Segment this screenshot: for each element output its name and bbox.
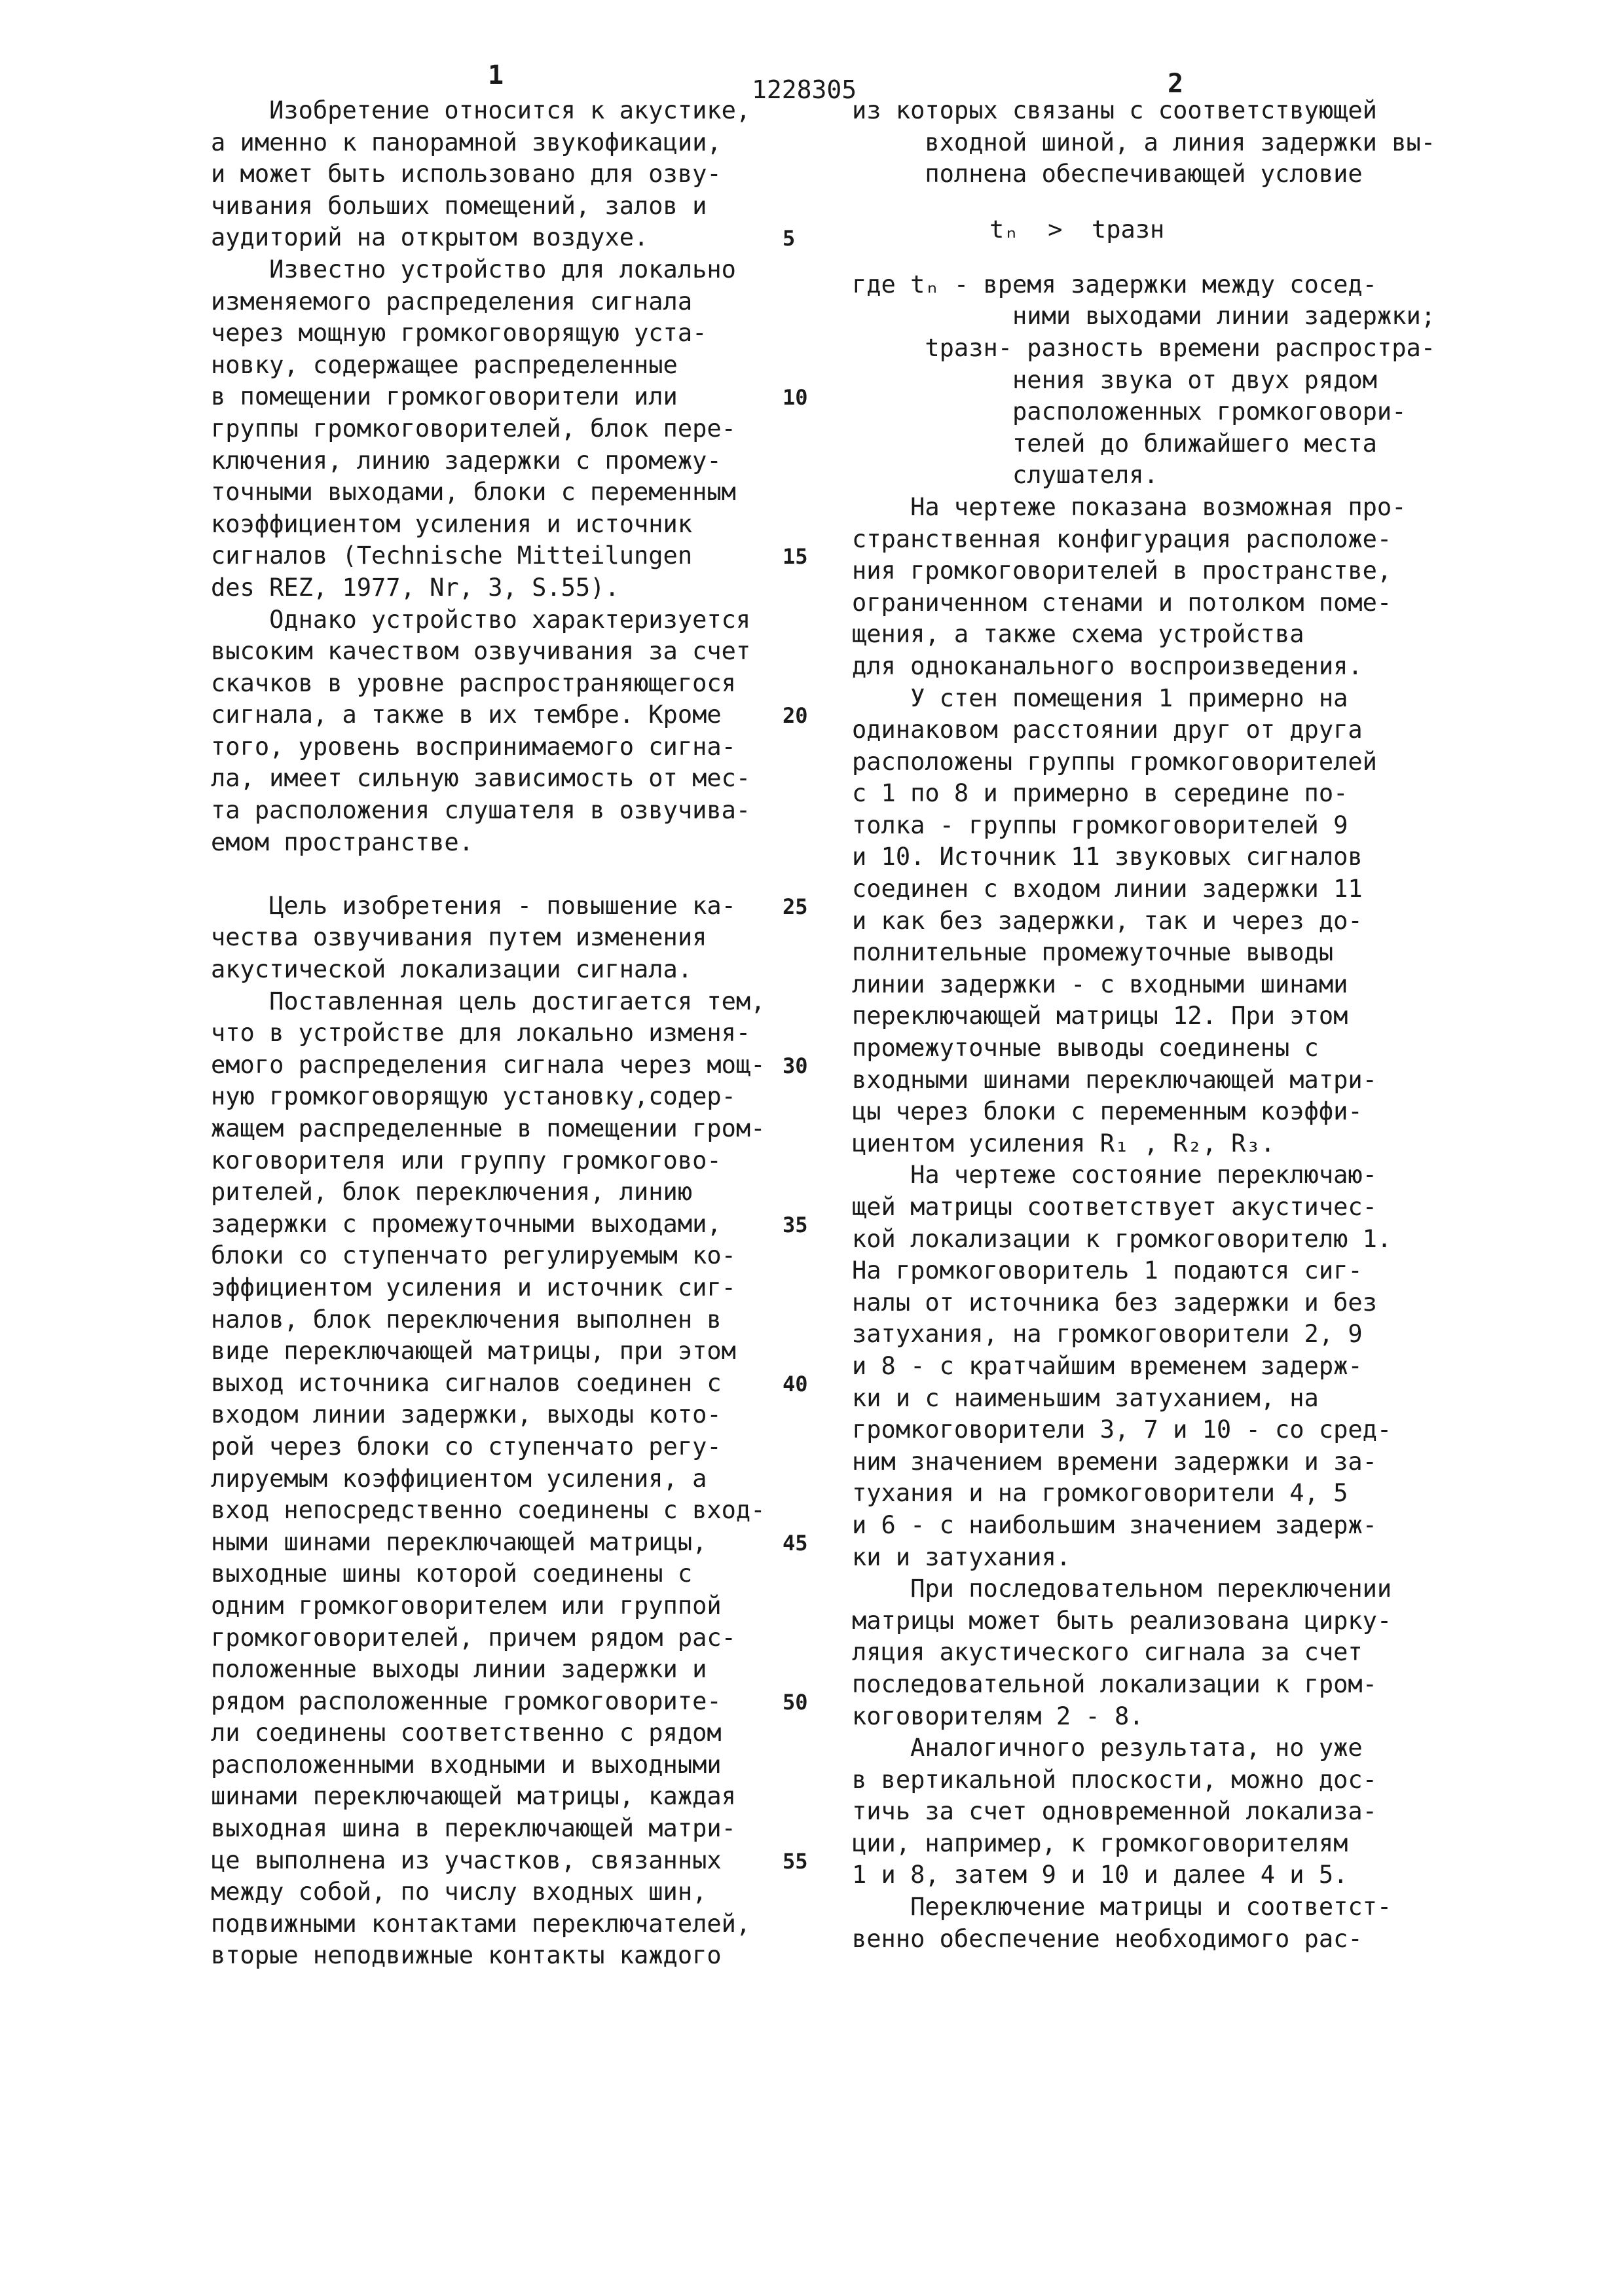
text-line: расположены группы громкоговорителей xyxy=(852,747,1377,776)
text-line: входом линии задержки, выходы кото- xyxy=(211,1400,722,1429)
text-line: входными шинами переключающей матри- xyxy=(852,1065,1377,1094)
line-number: 55 xyxy=(783,1849,808,1874)
text-line: последовательной локализации к гром- xyxy=(852,1669,1377,1698)
text-line: выходные шины которой соединены с xyxy=(211,1559,693,1588)
text-line: в вертикальной плоскости, можно дос- xyxy=(852,1765,1377,1794)
text-line: линии задержки - с входными шинами xyxy=(852,970,1348,998)
text-line: и как без задержки, так и через до- xyxy=(852,906,1363,935)
text-line: рой через блоки со ступенчато регу- xyxy=(211,1432,722,1461)
text-line: подвижными контактами переключателей, xyxy=(211,1909,751,1938)
text-line: высоким качеством озвучивания за счет xyxy=(211,637,751,666)
text-line: ограниченном стенами и потолком поме- xyxy=(852,588,1392,617)
text-line: вторые неподвижные контакты каждого xyxy=(211,1941,722,1970)
text-line: что в устройстве для локально изменя- xyxy=(211,1019,751,1048)
text-line: 1 и 8, затем 9 и 10 и далее 4 и 5. xyxy=(852,1861,1348,1889)
text-line: рителей, блок переключения, линию xyxy=(211,1178,693,1207)
text-line: промежуточные выводы соединены с xyxy=(852,1034,1319,1063)
line-number: 45 xyxy=(783,1531,808,1556)
text-line: це выполнена из участков, связанных xyxy=(211,1846,722,1874)
text-line: Переключение матрицы и соответст- xyxy=(852,1893,1392,1922)
text-line: рядом расположенные громкоговорите- xyxy=(211,1686,722,1715)
text-line: виде переключающей матрицы, при этом xyxy=(211,1337,736,1366)
text-line: Цель изобретения - повышение ка- xyxy=(211,891,736,920)
text-line: ния громкоговорителей в пространстве, xyxy=(852,556,1392,585)
line-number: 5 xyxy=(783,226,796,251)
text-line: с 1 по 8 и примерно в середине по- xyxy=(852,779,1348,808)
text-line: чества озвучивания путем изменения xyxy=(211,923,707,952)
line-number: 35 xyxy=(783,1212,808,1237)
right-column xyxy=(852,95,1441,1955)
text-line: полнительные промежуточные выводы xyxy=(852,938,1334,967)
text-line: ла, имеет сильную зависимость от мес- xyxy=(211,764,751,793)
text-line: ции, например, к громкоговорителям xyxy=(852,1829,1348,1857)
line-number: 50 xyxy=(783,1690,808,1715)
text-line: На громкоговоритель 1 подаются сиг- xyxy=(852,1256,1363,1285)
page-number-right: 2 xyxy=(1168,69,1184,99)
text-line: и 10. Источник 11 звуковых сигналов xyxy=(852,843,1363,871)
text-line: акустической локализации сигнала. xyxy=(211,955,693,984)
text-line: Изобретение относится к акустике, xyxy=(211,96,751,124)
text-line: одинаковом расстоянии друг от друга xyxy=(852,716,1363,744)
text-line: громкоговорителей, причем рядом рас- xyxy=(211,1623,736,1652)
text-line: где tₙ - время задержки между сосед- xyxy=(852,270,1377,299)
text-line: На чертеже состояние переключаю- xyxy=(852,1161,1377,1190)
text-line: щей матрицы соответствует акустичес- xyxy=(852,1193,1377,1221)
text-line: коговорителя или группу громкогово- xyxy=(211,1146,722,1175)
text-line: громкоговорители 3, 7 и 10 - со сред- xyxy=(852,1415,1392,1444)
text-line: коговорителям 2 - 8. xyxy=(852,1702,1144,1730)
text-line: скачков в уровне распространяющегося xyxy=(211,668,736,697)
text-line: жащем распределенные в помещении гром- xyxy=(211,1114,766,1142)
text-line: полнена обеспечивающей условие xyxy=(852,160,1363,189)
text-line: При последовательном переключении xyxy=(852,1575,1392,1603)
text-line: налы от источника без задержки и без xyxy=(852,1288,1377,1317)
text-line: вход непосредственно соединены с вход- xyxy=(211,1496,766,1525)
text-line: ными шинами переключающей матрицы, xyxy=(211,1527,707,1556)
text-line: в помещении громкоговорители или xyxy=(211,382,678,411)
text-line: одним громкоговорителем или группой xyxy=(211,1591,722,1620)
text-line: На чертеже показана возможная про- xyxy=(852,492,1407,521)
text-line: соединен с входом линии задержки 11 xyxy=(852,875,1363,903)
left-column xyxy=(211,95,800,1972)
patent-number: 1228305 xyxy=(752,75,857,104)
text-line: цы через блоки с переменным коэффи- xyxy=(852,1097,1363,1126)
text-line: тичь за счет одновременной локализа- xyxy=(852,1797,1377,1826)
text-line: и 6 - с наибольшим значением задерж- xyxy=(852,1510,1377,1539)
text-line: затухания, на громкоговорители 2, 9 xyxy=(852,1320,1363,1349)
text-line: циентом усиления R₁ , R₂, R₃. xyxy=(852,1129,1276,1157)
formula: tₙ > tразн xyxy=(989,215,1165,244)
text-line: между собой, по числу входных шин, xyxy=(211,1878,707,1906)
page-number-left: 1 xyxy=(488,60,504,90)
text-line: через мощную громкоговорящую уста- xyxy=(211,319,707,348)
line-number: 40 xyxy=(783,1372,808,1396)
text-line: des REZ, 1977, Nr, 3, S.55). xyxy=(211,573,619,602)
text-line: Однако устройство характеризуется xyxy=(211,605,751,634)
text-line: ними выходами линии задержки; xyxy=(852,302,1436,331)
text-line: шинами переключающей матрицы, каждая xyxy=(211,1782,736,1811)
text-line: tразн- разность времени распростра- xyxy=(852,333,1436,362)
text-line: телей до ближайшего места xyxy=(852,429,1377,458)
text-line: изменяемого распределения сигнала xyxy=(211,287,693,316)
line-number: 25 xyxy=(783,894,808,919)
text-line: ключения, линию задержки с промежу- xyxy=(211,446,722,475)
text-line: ли соединены соответственно с рядом xyxy=(211,1719,722,1747)
text-line: расположенных громкоговори- xyxy=(852,397,1407,426)
text-line: емом пространстве. xyxy=(211,828,473,856)
line-number: 20 xyxy=(783,703,808,729)
text-line: сигнала, а также в их тембре. Кроме xyxy=(211,701,722,729)
text-line: ки и с наименьшим затуханием, на xyxy=(852,1383,1319,1412)
text-line: та расположения слушателя в озвучива- xyxy=(211,796,751,825)
text-line: блоки со ступенчато регулируемым ко- xyxy=(211,1241,736,1270)
text-line: емого распределения сигнала через мощ- xyxy=(211,1050,766,1079)
text-line: выход источника сигналов соединен с xyxy=(211,1368,722,1397)
text-line: точными выходами, блоки с переменным xyxy=(211,478,736,507)
text-line xyxy=(211,858,800,890)
text-line: для одноканального воспроизведения. xyxy=(852,651,1363,680)
text-line: щения, а также схема устройства xyxy=(852,620,1304,649)
text-line: новку, содержащее распределенные xyxy=(211,350,678,379)
text-line: тухания и на громкоговорители 4, 5 xyxy=(852,1479,1348,1508)
text-line: ки и затухания. xyxy=(852,1542,1071,1571)
text-line: из которых связаны с соответствующей xyxy=(852,96,1377,124)
text-line: входной шиной, а линия задержки вы- xyxy=(852,128,1436,156)
text-line: переключающей матрицы 12. При этом xyxy=(852,1002,1348,1030)
text-line: коэффициентом усиления и источник xyxy=(211,509,693,538)
text-line: ную громкоговорящую установку,содер- xyxy=(211,1082,736,1111)
text-line: Известно устройство для локально xyxy=(211,255,736,283)
text-line: лируемым коэффициентом усиления, а xyxy=(211,1464,707,1493)
text-line: Аналогичного результата, но уже xyxy=(852,1734,1363,1762)
text-line: налов, блок переключения выполнен в xyxy=(211,1305,722,1334)
line-number: 30 xyxy=(783,1053,808,1078)
line-number: 15 xyxy=(783,544,808,570)
text-line: а именно к панорамной звукофикации, xyxy=(211,128,722,156)
text-line: матрицы может быть реализована цирку- xyxy=(852,1606,1392,1635)
text-line: расположенными входными и выходными xyxy=(211,1750,722,1779)
text-line: эффициентом усиления и источник сиг- xyxy=(211,1273,736,1302)
text-line: венно обеспечение необходимого рас- xyxy=(852,1924,1363,1953)
text-line: аудиторий на открытом воздухе. xyxy=(211,223,649,252)
text-line: Поставленная цель достигается тем, xyxy=(211,987,766,1015)
text-line: нения звука от двух рядом xyxy=(852,365,1377,394)
text-line: странственная конфигурация расположе- xyxy=(852,524,1392,553)
text-line: и 8 - с кратчайшим временем задерж- xyxy=(852,1351,1363,1380)
text-line: группы громкоговорителей, блок пере- xyxy=(211,414,736,443)
text-line: слушателя. xyxy=(852,461,1158,490)
line-number: 10 xyxy=(783,385,808,410)
text-line: задержки с промежуточными выходами, xyxy=(211,1209,722,1238)
text-line: и может быть использовано для озву- xyxy=(211,160,722,189)
text-line: сигналов (Technische Mitteilungen xyxy=(211,541,693,570)
text-line: кой локализации к громкоговорителю 1. xyxy=(852,1224,1392,1253)
text-line: положенные выходы линии задержки и xyxy=(211,1655,707,1684)
text-line: ним значением времени задержки и за- xyxy=(852,1447,1377,1476)
text-line: У стен помещения 1 примерно на xyxy=(852,683,1348,712)
text-line: чивания больших помещений, залов и xyxy=(211,191,707,220)
text-line: толка - группы громкоговорителей 9 xyxy=(852,811,1348,839)
text-line: того, уровень воспринимаемого сигна- xyxy=(211,732,736,761)
text-line: выходная шина в переключающей матри- xyxy=(211,1814,736,1843)
text-line: ляция акустического сигнала за счет xyxy=(852,1638,1363,1667)
